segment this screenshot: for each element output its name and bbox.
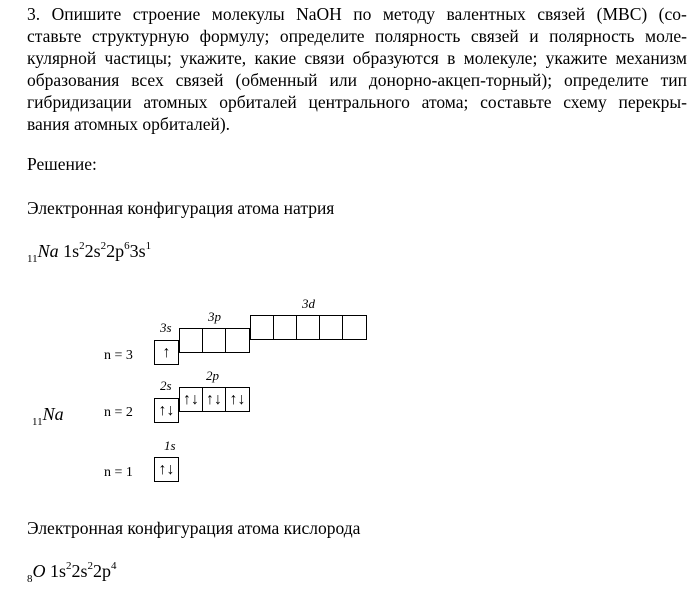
sublevel-label-3d: 3d — [302, 296, 315, 311]
task-word: 3. — [27, 4, 41, 24]
task-word: молекулы — [211, 4, 285, 24]
task-word: Опишите — [51, 4, 122, 24]
task-word: или — [329, 70, 357, 90]
task-line-6: вания атомных орбиталей). — [27, 114, 231, 134]
task-line-4 — [27, 69, 687, 91]
sodium-formula-term: $2s^2$ — [84, 240, 107, 261]
task-word: и — [529, 26, 539, 46]
task-line-2 — [27, 25, 687, 47]
sodium-atomic-number: 11 — [27, 253, 38, 265]
sublevel-label-3p: 3p — [208, 309, 221, 324]
task-word: кулярной — [27, 48, 97, 68]
oxygen-formula-term: $2s^2$ — [71, 560, 94, 581]
task-word: атома; — [421, 92, 469, 112]
task-word: гибридизации — [27, 92, 132, 112]
orbital-3s — [154, 340, 179, 365]
task-word: (обменный — [235, 70, 318, 90]
task-word: ставьте — [27, 26, 82, 46]
task-word: строение — [132, 4, 201, 24]
orbital-cell — [226, 329, 249, 352]
sodium-symbol: Na — [37, 241, 59, 261]
oxygen-atomic-number: 8 — [27, 573, 33, 585]
task-word: (со- — [658, 4, 687, 24]
diagram-atom-label: $_{11}$Na — [32, 404, 64, 428]
task-word: связи — [304, 48, 345, 68]
task-word: (МВС) — [596, 4, 648, 24]
task-word: частицы; — [104, 48, 172, 68]
task-word: полярность — [375, 26, 461, 46]
task-line-3 — [27, 47, 687, 69]
sodium-formula — [27, 240, 151, 265]
orbital-cell — [274, 316, 297, 339]
orbital-cell: ↑↓ — [158, 460, 175, 478]
oxygen-formula-term: $1s^2$ — [50, 560, 72, 581]
orbital-cell — [203, 329, 226, 352]
task-word: образования — [27, 70, 120, 90]
task-word: схему — [563, 92, 607, 112]
task-word: тип — [660, 70, 687, 90]
level-label-n2: n = 2 — [104, 405, 133, 420]
task-line-1 — [27, 3, 687, 25]
sodium-formula-term: $3s^1$ — [129, 240, 152, 261]
solution-label: Решение: — [27, 154, 97, 174]
task-word: центрального — [308, 92, 410, 112]
task-word: всех — [131, 70, 164, 90]
task-word: связей — [537, 4, 586, 24]
task-word: методу — [382, 4, 435, 24]
task-word: молекуле; — [463, 48, 538, 68]
orbital-1s — [154, 457, 179, 482]
task-word: составьте — [480, 92, 552, 112]
orbital-cell — [180, 329, 203, 352]
orbital-3p — [179, 328, 250, 353]
level-label-n3: n = 3 — [104, 348, 133, 363]
task-word: донорно-акцеп-торный); — [368, 70, 553, 90]
task-word: укажите, — [180, 48, 247, 68]
task-word: какие — [254, 48, 297, 68]
orbital-2p — [179, 387, 250, 412]
task-word: образуются — [352, 48, 439, 68]
sublevel-label-2s: 2s — [160, 378, 172, 393]
task-word: структурную — [91, 26, 190, 46]
task-word: формулу; — [199, 26, 270, 46]
task-word: укажите — [545, 48, 608, 68]
orbital-cell: ↑↓ — [158, 401, 175, 419]
task-word: связей — [175, 70, 224, 90]
orbital-cell — [251, 316, 274, 339]
sublevel-label-2p: 2p — [206, 368, 219, 383]
oxygen-heading: Электронная конфигурация атома кислорода — [27, 518, 361, 538]
orbital-cell: ↑↓ — [203, 388, 226, 411]
oxygen-symbol: O — [32, 561, 46, 581]
oxygen-formula — [27, 560, 117, 585]
task-word: механизм — [615, 48, 687, 68]
orbital-cell: ↑↓ — [229, 390, 246, 408]
orbital-2s — [154, 398, 179, 423]
task-word: полярность — [549, 26, 635, 46]
task-word: по — [353, 4, 372, 24]
orbital-cell: ↑↓ — [180, 388, 203, 411]
orbital-3d — [250, 315, 367, 340]
task-word: моле- — [645, 26, 687, 46]
task-line-5 — [27, 91, 687, 113]
sublevel-label-1s: 1s — [164, 438, 176, 453]
sublevel-label-3s: 3s — [160, 320, 172, 335]
task-word: связей — [470, 26, 519, 46]
task-word: атомных — [143, 92, 208, 112]
orbital-cell — [320, 316, 343, 339]
task-statement — [27, 3, 687, 135]
orbital-cell — [297, 316, 320, 339]
task-word: NaOH — [296, 4, 342, 24]
task-word: валентных — [446, 4, 526, 24]
sodium-formula-term: $2p^6$ — [106, 240, 130, 261]
sodium-formula-term: $1s^2$ — [63, 240, 85, 261]
task-word: в — [447, 48, 456, 68]
task-word: орбиталей — [219, 92, 297, 112]
orbital-cell — [343, 316, 366, 339]
oxygen-formula-term: $2p^4$ — [93, 560, 117, 581]
task-word: определите — [564, 70, 649, 90]
level-label-n1: n = 1 — [104, 465, 133, 480]
orbital-cell: ↑ — [162, 343, 171, 361]
task-word: определите — [279, 26, 365, 46]
sodium-heading: Электронная конфигурация атома натрия — [27, 198, 335, 218]
task-word: перекры- — [618, 92, 687, 112]
